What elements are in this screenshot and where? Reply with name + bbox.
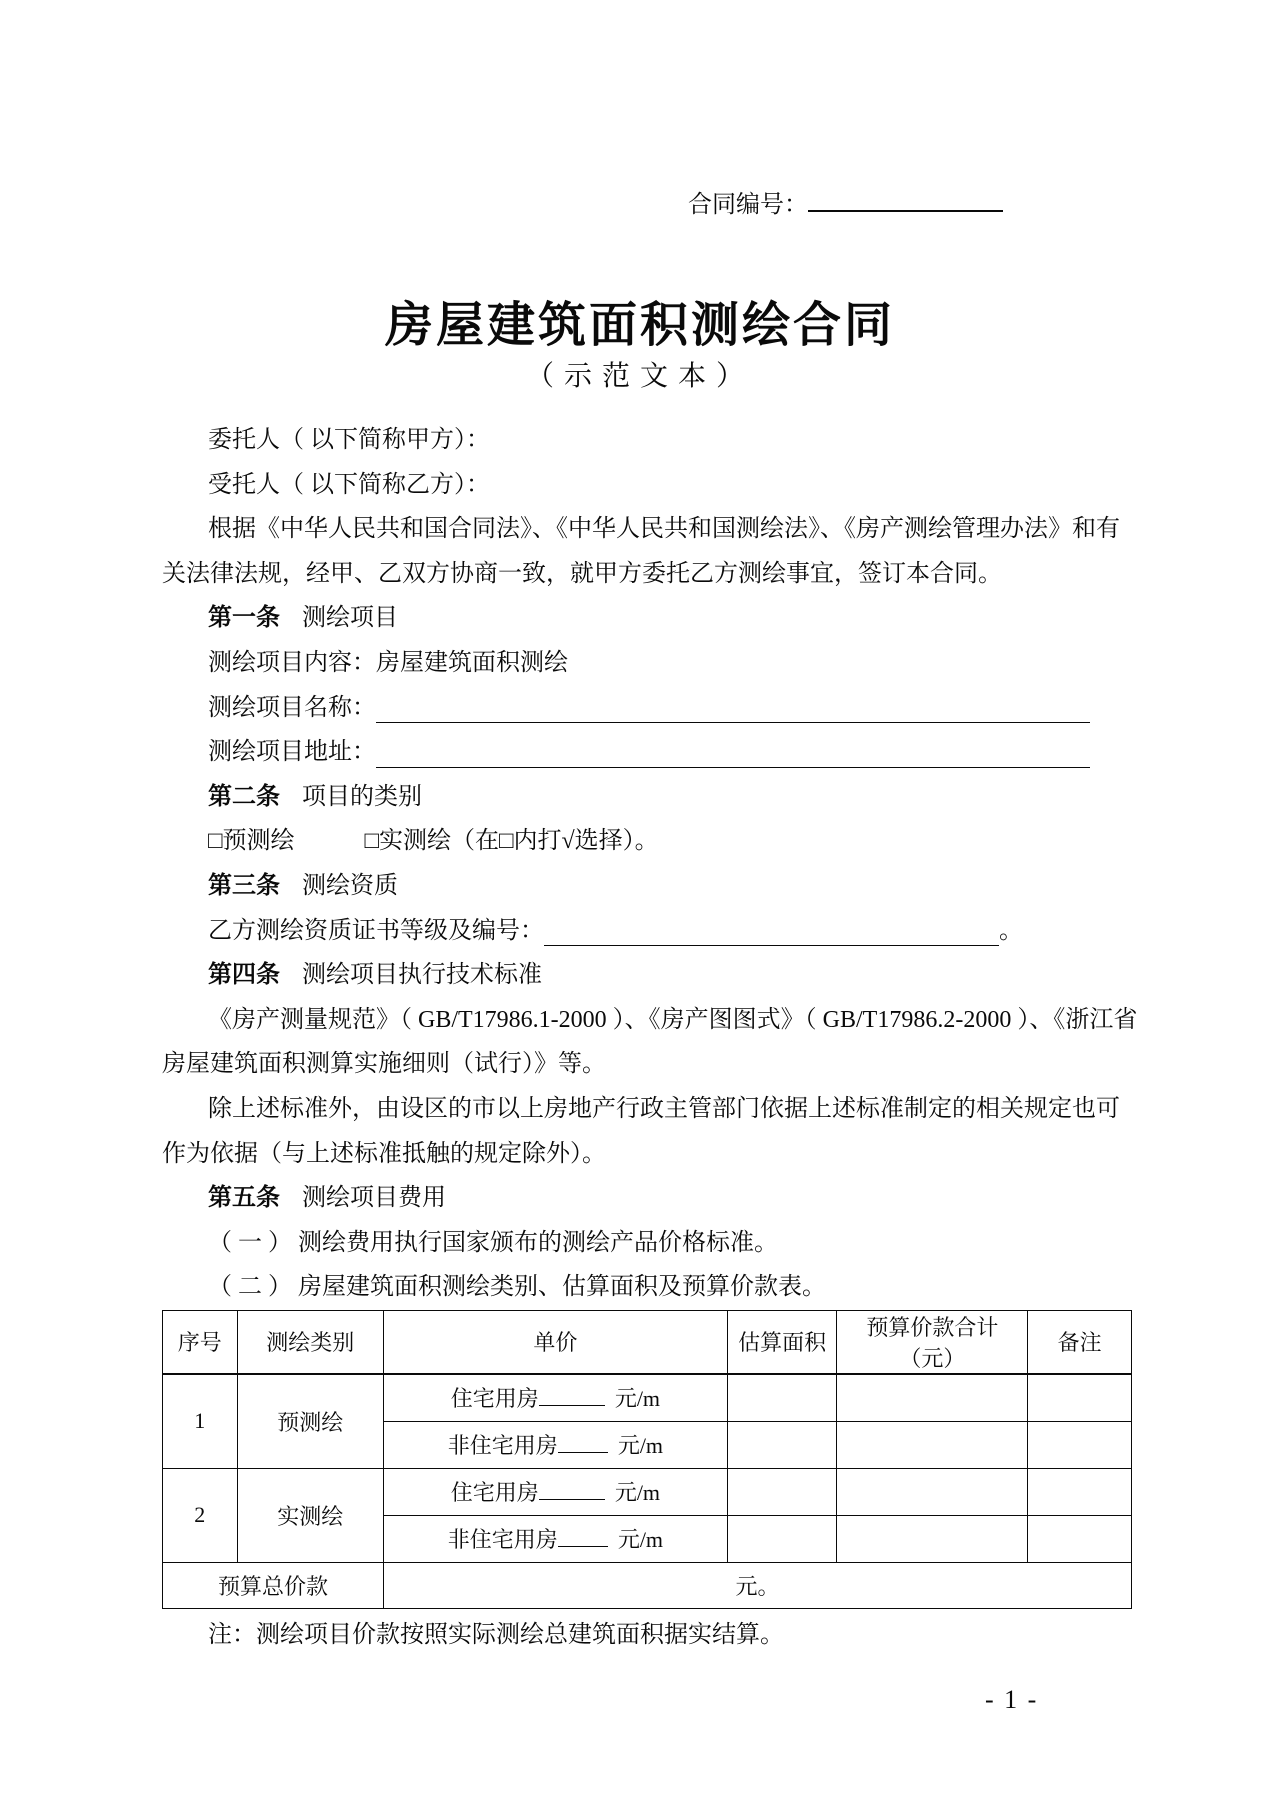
standards-line-2: 房屋建筑面积测算实施细则（试行）》等。 bbox=[162, 1051, 606, 1078]
preamble-line-1: 根据《中华人民共和国合同法》、《中华人民共和国测绘法》、《房产测绘管理办法》和有 bbox=[208, 516, 1120, 543]
empty-cell bbox=[727, 1374, 836, 1422]
article4-number: 第四条 bbox=[208, 961, 280, 989]
project-address-line bbox=[162, 730, 1132, 775]
col-header-category: 测绘类别 bbox=[237, 1310, 383, 1374]
table-row bbox=[163, 1468, 1132, 1515]
row2-nonresidential-price-cell bbox=[383, 1515, 727, 1562]
article4-title: 测绘项目执行技术标准 bbox=[302, 962, 542, 989]
trustee-line: 受托人（ 以下简称乙方）： bbox=[208, 471, 490, 498]
article2-title: 项目的类别 bbox=[302, 783, 422, 810]
article5-heading bbox=[162, 1176, 1132, 1221]
empty-cell bbox=[1028, 1374, 1132, 1422]
empty-cell bbox=[837, 1468, 1028, 1515]
standards-line-4: 作为依据（与上述标准抵触的规定除外）。 bbox=[162, 1140, 606, 1167]
checkbox-actual-survey[interactable]: □实测绘（在□内打√选择）。 bbox=[364, 828, 659, 855]
row1-nonresidential-price-cell bbox=[383, 1421, 727, 1468]
project-content-line: 测绘项目内容：房屋建筑面积测绘 bbox=[208, 649, 568, 676]
fee-item-2: （ 二 ） 房屋建筑面积测绘类别、估算面积及预算价款表。 bbox=[208, 1274, 826, 1301]
page-number: - 1 - bbox=[985, 1685, 1039, 1714]
empty-cell bbox=[837, 1515, 1028, 1562]
table-total-row bbox=[163, 1562, 1132, 1608]
contract-number-blank[interactable] bbox=[808, 186, 1003, 212]
col-header-unit-price: 单价 bbox=[383, 1310, 727, 1374]
price-label: 住宅用房 bbox=[450, 1386, 539, 1412]
principal-line: 委托人（ 以下简称甲方）： bbox=[208, 427, 490, 453]
empty-cell bbox=[837, 1374, 1028, 1422]
empty-cell bbox=[1028, 1515, 1132, 1562]
price-blank[interactable] bbox=[539, 1383, 605, 1406]
price-unit: 元/m bbox=[617, 1527, 664, 1553]
project-name-line bbox=[162, 686, 1132, 731]
table-row bbox=[163, 1374, 1132, 1422]
article3-heading bbox=[162, 864, 1132, 909]
row1-seq: 1 bbox=[163, 1374, 238, 1469]
col-header-seq: 序号 bbox=[163, 1310, 238, 1374]
article2-heading bbox=[162, 775, 1132, 820]
col-header-remarks: 备注 bbox=[1028, 1310, 1132, 1374]
article4-heading bbox=[162, 953, 1132, 998]
article3-number: 第三条 bbox=[208, 871, 280, 899]
price-table-header-row bbox=[163, 1310, 1132, 1374]
article1-heading bbox=[162, 596, 1132, 641]
row2-category: 实测绘 bbox=[237, 1468, 383, 1562]
document-body bbox=[162, 418, 1138, 1661]
project-name-label: 测绘项目名称： bbox=[208, 694, 376, 721]
contract-number-row bbox=[688, 186, 1003, 220]
price-table bbox=[162, 1310, 1132, 1609]
price-blank[interactable] bbox=[539, 1477, 605, 1500]
document-title: 房屋建筑面积测绘合同 bbox=[384, 299, 895, 352]
checkbox-pre-survey[interactable]: □预测绘 bbox=[208, 828, 295, 855]
price-unit: 元/m bbox=[614, 1480, 661, 1506]
project-name-blank[interactable] bbox=[376, 692, 1090, 723]
row2-seq: 2 bbox=[163, 1468, 238, 1562]
price-label: 非住宅用房 bbox=[447, 1433, 558, 1459]
certificate-line bbox=[162, 909, 1132, 954]
empty-cell bbox=[727, 1515, 836, 1562]
price-blank[interactable] bbox=[558, 1430, 608, 1453]
empty-cell bbox=[1028, 1421, 1132, 1468]
standards-line-1: 《房产测量规范》（ GB/T17986.1-2000 ）、《房产图图式》（ GB/T17986.2-2000 ）、《浙江省 bbox=[208, 1006, 1138, 1033]
row1-residential-price-cell bbox=[383, 1374, 727, 1422]
empty-cell bbox=[837, 1421, 1028, 1468]
price-unit: 元/m bbox=[617, 1433, 664, 1459]
article5-title: 测绘项目费用 bbox=[302, 1185, 446, 1212]
empty-cell bbox=[727, 1421, 836, 1468]
col-header-budget-total: 预算价款合计 （元） bbox=[837, 1310, 1028, 1374]
contract-number-label: 合同编号： bbox=[688, 192, 808, 218]
price-blank[interactable] bbox=[558, 1524, 608, 1547]
col-header-est-area: 估算面积 bbox=[727, 1310, 836, 1374]
certificate-label: 乙方测绘资质证书等级及编号： bbox=[208, 917, 544, 944]
project-address-label: 测绘项目地址： bbox=[208, 739, 376, 766]
document-subtitle: （示范文本） bbox=[525, 361, 754, 392]
total-value-cell: 元。 bbox=[383, 1562, 1131, 1608]
table-note: 注：测绘项目价款按照实际测绘总建筑面积据实结算。 bbox=[208, 1621, 784, 1648]
price-label: 非住宅用房 bbox=[447, 1527, 558, 1553]
certificate-blank[interactable] bbox=[544, 915, 999, 946]
article1-title: 测绘项目 bbox=[302, 605, 398, 632]
price-unit: 元/m bbox=[614, 1386, 661, 1412]
article5-number: 第五条 bbox=[208, 1184, 280, 1212]
certificate-suffix: 。 bbox=[999, 917, 1023, 944]
project-address-blank[interactable] bbox=[376, 737, 1090, 768]
article2-number: 第二条 bbox=[208, 782, 280, 810]
row2-residential-price-cell bbox=[383, 1468, 727, 1515]
total-label-cell: 预算总价款 bbox=[163, 1562, 384, 1608]
preamble-line-2: 关法律法规，经甲、乙双方协商一致，就甲方委托乙方测绘事宜，签订本合同。 bbox=[162, 560, 1002, 587]
article3-title: 测绘资质 bbox=[302, 872, 398, 899]
fee-item-1: （ 一 ） 测绘费用执行国家颁布的测绘产品价格标准。 bbox=[208, 1229, 778, 1256]
article1-number: 第一条 bbox=[208, 604, 280, 632]
survey-type-options bbox=[162, 819, 1132, 864]
standards-line-3: 除上述标准外，由设区的市以上房地产行政主管部门依据上述标准制定的相关规定也可 bbox=[208, 1095, 1120, 1122]
empty-cell bbox=[1028, 1468, 1132, 1515]
price-label: 住宅用房 bbox=[450, 1480, 539, 1506]
row1-category: 预测绘 bbox=[237, 1374, 383, 1469]
empty-cell bbox=[727, 1468, 836, 1515]
